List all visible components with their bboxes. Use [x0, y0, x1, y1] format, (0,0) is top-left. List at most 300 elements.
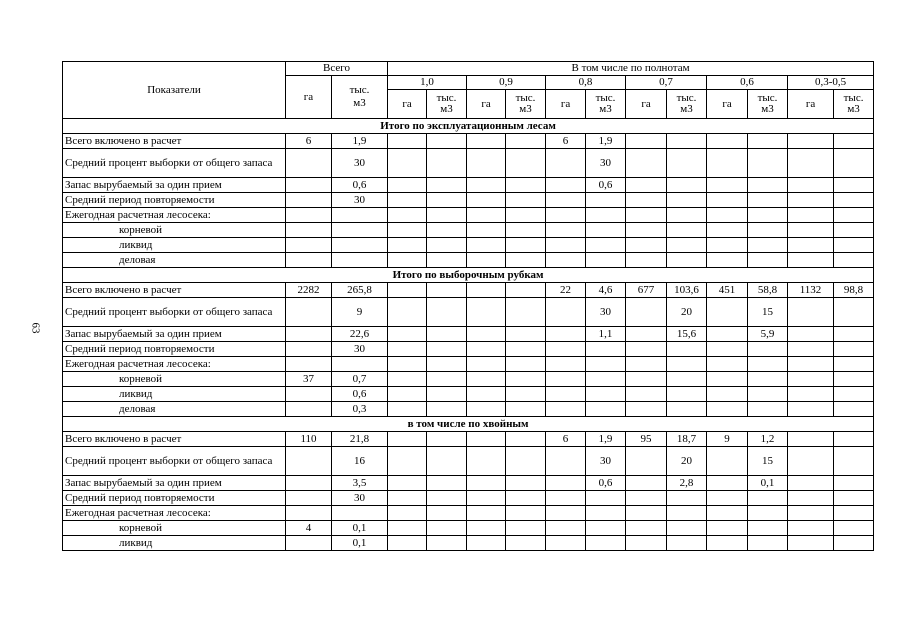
row-label: корневой [63, 521, 286, 536]
header-including-by-density: В том числе по полнотам [388, 62, 874, 76]
table-cell [467, 298, 506, 327]
table-cell [506, 372, 546, 387]
table-cell: 677 [626, 283, 667, 298]
table-cell: 30 [586, 149, 626, 178]
forest-cutting-table [62, 61, 874, 551]
table-cell: 58,8 [748, 283, 788, 298]
table-cell [707, 476, 748, 491]
table-cell [667, 238, 707, 253]
table-cell [506, 536, 546, 551]
table-cell: 0,7 [332, 372, 388, 387]
table-cell [834, 357, 874, 372]
table-cell [506, 178, 546, 193]
table-cell [427, 134, 467, 149]
table-cell [506, 253, 546, 268]
row-label: Запас вырубаемый за один прием [63, 178, 286, 193]
table-cell [427, 342, 467, 357]
table-cell [834, 223, 874, 238]
table-cell [707, 327, 748, 342]
table-cell: 20 [667, 447, 707, 476]
table-cell [467, 283, 506, 298]
table-cell: 0,6 [586, 476, 626, 491]
table-cell: 1,9 [586, 134, 626, 149]
table-cell [332, 223, 388, 238]
table-cell [748, 149, 788, 178]
row-label: Всего включено в расчет [63, 283, 286, 298]
table-cell [586, 193, 626, 208]
table-cell [506, 223, 546, 238]
table-cell [467, 536, 506, 551]
table-cell: 37 [286, 372, 332, 387]
table-cell: 6 [546, 432, 586, 447]
table-cell: 9 [707, 432, 748, 447]
table-cell [707, 447, 748, 476]
table-cell [788, 432, 834, 447]
table-cell [667, 223, 707, 238]
table-cell [506, 447, 546, 476]
table-cell [286, 223, 332, 238]
header-unit-ha: га [626, 90, 667, 119]
table-cell [388, 491, 427, 506]
table-cell [707, 193, 748, 208]
table-cell [707, 387, 748, 402]
header-unit-ha: га [388, 90, 427, 119]
table-cell [546, 253, 586, 268]
table-cell [427, 387, 467, 402]
table-cell [748, 253, 788, 268]
table-cell [586, 491, 626, 506]
table-row [63, 372, 874, 387]
table-cell: 4,6 [586, 283, 626, 298]
table-cell [626, 491, 667, 506]
table-row [63, 223, 874, 238]
section-header-row [63, 119, 874, 134]
table-cell [467, 253, 506, 268]
table-cell [286, 298, 332, 327]
section-header-row [63, 268, 874, 283]
table-cell [427, 327, 467, 342]
table-cell [506, 491, 546, 506]
table-cell [388, 134, 427, 149]
row-label: Средний процент выборки от общего запаса [63, 447, 286, 476]
table-cell [332, 208, 388, 223]
table-row [63, 327, 874, 342]
table-cell [707, 149, 748, 178]
table-cell [546, 238, 586, 253]
table-cell [506, 402, 546, 417]
table-cell: 15 [748, 298, 788, 327]
table-cell [546, 372, 586, 387]
table-cell [467, 506, 506, 521]
table-cell: 110 [286, 432, 332, 447]
table-cell [834, 327, 874, 342]
table-row [63, 342, 874, 357]
table-cell [586, 208, 626, 223]
table-cell [626, 193, 667, 208]
table-cell [707, 223, 748, 238]
table-cell: 451 [707, 283, 748, 298]
table-cell [667, 491, 707, 506]
table-cell [427, 253, 467, 268]
table-cell [586, 253, 626, 268]
table-cell [467, 178, 506, 193]
table-cell [427, 491, 467, 506]
table-cell [788, 387, 834, 402]
table-cell [467, 387, 506, 402]
table-cell: 1132 [788, 283, 834, 298]
table-cell [388, 327, 427, 342]
table-cell [748, 193, 788, 208]
table-cell [467, 327, 506, 342]
table-cell [834, 134, 874, 149]
table-cell [467, 447, 506, 476]
header-total: Всего [286, 62, 388, 76]
table-cell: 30 [586, 298, 626, 327]
header-unit-ha: га [546, 90, 586, 119]
table-cell [546, 506, 586, 521]
table-cell [546, 342, 586, 357]
table-cell [748, 372, 788, 387]
table-cell [388, 447, 427, 476]
table-cell: 30 [332, 342, 388, 357]
table-cell [467, 357, 506, 372]
table-cell: 18,7 [667, 432, 707, 447]
table-cell [707, 253, 748, 268]
table-cell [467, 402, 506, 417]
table-cell [788, 178, 834, 193]
table-cell [788, 253, 834, 268]
header-density: 0,8 [546, 76, 626, 90]
table-row [63, 357, 874, 372]
table-cell [506, 298, 546, 327]
table-cell [388, 506, 427, 521]
table-row [63, 178, 874, 193]
table-cell [332, 506, 388, 521]
table-cell [332, 238, 388, 253]
row-label: Запас вырубаемый за один прием [63, 476, 286, 491]
table-cell [834, 238, 874, 253]
table-cell [546, 223, 586, 238]
table-cell: 0,3 [332, 402, 388, 417]
table-cell [546, 149, 586, 178]
table-cell [788, 208, 834, 223]
table-cell [546, 193, 586, 208]
table-cell [834, 253, 874, 268]
table-cell [467, 372, 506, 387]
table-cell [626, 223, 667, 238]
table-cell [506, 149, 546, 178]
table-cell [546, 521, 586, 536]
table-cell [506, 342, 546, 357]
table-cell [834, 476, 874, 491]
table-cell [467, 491, 506, 506]
header-unit-volume: тыс. м3 [586, 90, 626, 119]
table-cell: 22 [546, 283, 586, 298]
table-cell [427, 283, 467, 298]
table-cell [388, 238, 427, 253]
table-cell [748, 536, 788, 551]
table-cell [834, 178, 874, 193]
table-cell [707, 372, 748, 387]
table-cell [388, 149, 427, 178]
table-cell: 30 [332, 193, 388, 208]
row-label: Средний период повторяемости [63, 342, 286, 357]
table-cell [286, 476, 332, 491]
table-cell [506, 134, 546, 149]
table-cell [626, 447, 667, 476]
table-cell [586, 223, 626, 238]
table-cell [546, 327, 586, 342]
table-cell [748, 134, 788, 149]
table-cell [546, 402, 586, 417]
table-cell: 16 [332, 447, 388, 476]
table-cell [626, 149, 667, 178]
table-cell [667, 253, 707, 268]
table-cell: 6 [286, 134, 332, 149]
table-cell [626, 342, 667, 357]
table-row [63, 283, 874, 298]
table-row [63, 387, 874, 402]
table-cell [546, 178, 586, 193]
table-cell [427, 149, 467, 178]
table-cell [467, 476, 506, 491]
section-title: Итого по выборочным рубкам [63, 268, 874, 283]
table-cell [667, 357, 707, 372]
table-cell [788, 149, 834, 178]
table-cell [586, 357, 626, 372]
header-unit-ha: га [467, 90, 506, 119]
table-cell [427, 521, 467, 536]
table-cell: 0,6 [332, 178, 388, 193]
table-cell [626, 372, 667, 387]
table-cell: 30 [586, 447, 626, 476]
table-cell [546, 476, 586, 491]
header-unit-volume: тыс. м3 [748, 90, 788, 119]
table-cell [748, 506, 788, 521]
table-cell: 1,9 [332, 134, 388, 149]
table-cell [546, 536, 586, 551]
table-cell [286, 387, 332, 402]
table-cell [286, 178, 332, 193]
row-label: корневой [63, 372, 286, 387]
row-label: деловая [63, 402, 286, 417]
table-cell [286, 402, 332, 417]
table-cell [788, 372, 834, 387]
table-cell [286, 536, 332, 551]
table-cell [667, 208, 707, 223]
header-unit-volume: тыс. м3 [506, 90, 546, 119]
table-cell [748, 178, 788, 193]
table-cell: 4 [286, 521, 332, 536]
table-cell [788, 476, 834, 491]
table-cell: 0,1 [332, 536, 388, 551]
table-cell [626, 178, 667, 193]
table-cell [586, 387, 626, 402]
table-cell: 1,9 [586, 432, 626, 447]
table-row [63, 208, 874, 223]
table-cell [667, 178, 707, 193]
table-cell [467, 193, 506, 208]
table-cell [427, 193, 467, 208]
table-cell: 98,8 [834, 283, 874, 298]
table-cell [834, 208, 874, 223]
table-cell [388, 178, 427, 193]
table-cell [626, 506, 667, 521]
table-cell [388, 521, 427, 536]
table-cell [748, 238, 788, 253]
table-cell [427, 208, 467, 223]
table-cell [427, 298, 467, 327]
table-cell [834, 149, 874, 178]
table-cell: 103,6 [667, 283, 707, 298]
table-cell: 0,1 [332, 521, 388, 536]
table-cell [834, 447, 874, 476]
table-cell [388, 387, 427, 402]
table-cell [388, 342, 427, 357]
table-cell [788, 223, 834, 238]
table-cell [427, 447, 467, 476]
table-cell: 95 [626, 432, 667, 447]
table-cell [748, 357, 788, 372]
table-cell [388, 432, 427, 447]
table-cell [546, 387, 586, 402]
row-label: Средний период повторяемости [63, 193, 286, 208]
table-cell: 3,5 [332, 476, 388, 491]
table-row [63, 402, 874, 417]
table-cell [286, 149, 332, 178]
table-cell [834, 372, 874, 387]
table-cell [788, 342, 834, 357]
table-cell [506, 208, 546, 223]
table-cell [626, 208, 667, 223]
table-cell [388, 283, 427, 298]
table-cell [788, 327, 834, 342]
table-cell [427, 357, 467, 372]
table-cell [586, 402, 626, 417]
table-cell [834, 342, 874, 357]
table-cell [286, 208, 332, 223]
table-cell: 2282 [286, 283, 332, 298]
table-cell [788, 357, 834, 372]
table-cell [834, 521, 874, 536]
page-number: 63 [29, 322, 42, 334]
table-cell [707, 506, 748, 521]
table-cell [546, 491, 586, 506]
table-cell: 265,8 [332, 283, 388, 298]
table-cell [707, 357, 748, 372]
table-cell [286, 193, 332, 208]
table-cell [467, 134, 506, 149]
section-title: Итого по эксплуатационным лесам [63, 119, 874, 134]
header-density: 1,0 [388, 76, 467, 90]
header-indicator: Показатели [63, 62, 286, 119]
table-cell [707, 178, 748, 193]
table-cell [427, 223, 467, 238]
table-cell [788, 238, 834, 253]
table-cell [626, 536, 667, 551]
table-cell [788, 298, 834, 327]
table-cell [506, 283, 546, 298]
table-cell [427, 238, 467, 253]
header-density: 0,3-0,5 [788, 76, 874, 90]
table-row [63, 521, 874, 536]
table-cell [506, 476, 546, 491]
table-cell: 0,1 [748, 476, 788, 491]
table-cell [388, 372, 427, 387]
table-cell [707, 134, 748, 149]
header-unit-volume: тыс. м3 [427, 90, 467, 119]
table-cell [546, 298, 586, 327]
table-cell [506, 521, 546, 536]
row-label: Ежегодная расчетная лесосека: [63, 506, 286, 521]
table-cell [427, 536, 467, 551]
table-cell [427, 178, 467, 193]
table-cell [834, 506, 874, 521]
table-cell [748, 208, 788, 223]
table-cell [467, 223, 506, 238]
table-cell [586, 536, 626, 551]
header-total-ha: га [286, 76, 332, 119]
section-title: в том числе по хвойным [63, 417, 874, 432]
row-label: Средний процент выборки от общего запаса [63, 149, 286, 178]
table-cell [707, 208, 748, 223]
table-cell [467, 149, 506, 178]
table-cell [388, 536, 427, 551]
table-cell [586, 521, 626, 536]
table-cell: 30 [332, 491, 388, 506]
table-cell [626, 476, 667, 491]
table-cell [467, 432, 506, 447]
table-cell [748, 402, 788, 417]
table-cell [707, 298, 748, 327]
table-cell [788, 536, 834, 551]
row-label: Всего включено в расчет [63, 134, 286, 149]
table-cell [834, 298, 874, 327]
table-cell [388, 357, 427, 372]
table-cell [626, 253, 667, 268]
table-cell [788, 134, 834, 149]
table-cell [667, 387, 707, 402]
table-cell: 2,8 [667, 476, 707, 491]
table-cell [788, 506, 834, 521]
table-cell [788, 193, 834, 208]
table-cell [788, 402, 834, 417]
table-cell [332, 253, 388, 268]
table-cell: 30 [332, 149, 388, 178]
table-row [63, 536, 874, 551]
table-cell [707, 521, 748, 536]
table-cell [506, 238, 546, 253]
table-cell [834, 536, 874, 551]
table-cell [834, 402, 874, 417]
table-cell: 20 [667, 298, 707, 327]
row-label: Всего включено в расчет [63, 432, 286, 447]
table-cell [626, 238, 667, 253]
table-cell [667, 521, 707, 536]
table-cell [388, 253, 427, 268]
table-cell [506, 387, 546, 402]
table-row [63, 193, 874, 208]
table-cell [667, 372, 707, 387]
row-label: ликвид [63, 536, 286, 551]
table-cell [667, 342, 707, 357]
table-cell [388, 223, 427, 238]
table-row [63, 432, 874, 447]
row-label: ликвид [63, 387, 286, 402]
table-cell [546, 357, 586, 372]
header-unit-ha: га [707, 90, 748, 119]
table-cell: 21,8 [332, 432, 388, 447]
